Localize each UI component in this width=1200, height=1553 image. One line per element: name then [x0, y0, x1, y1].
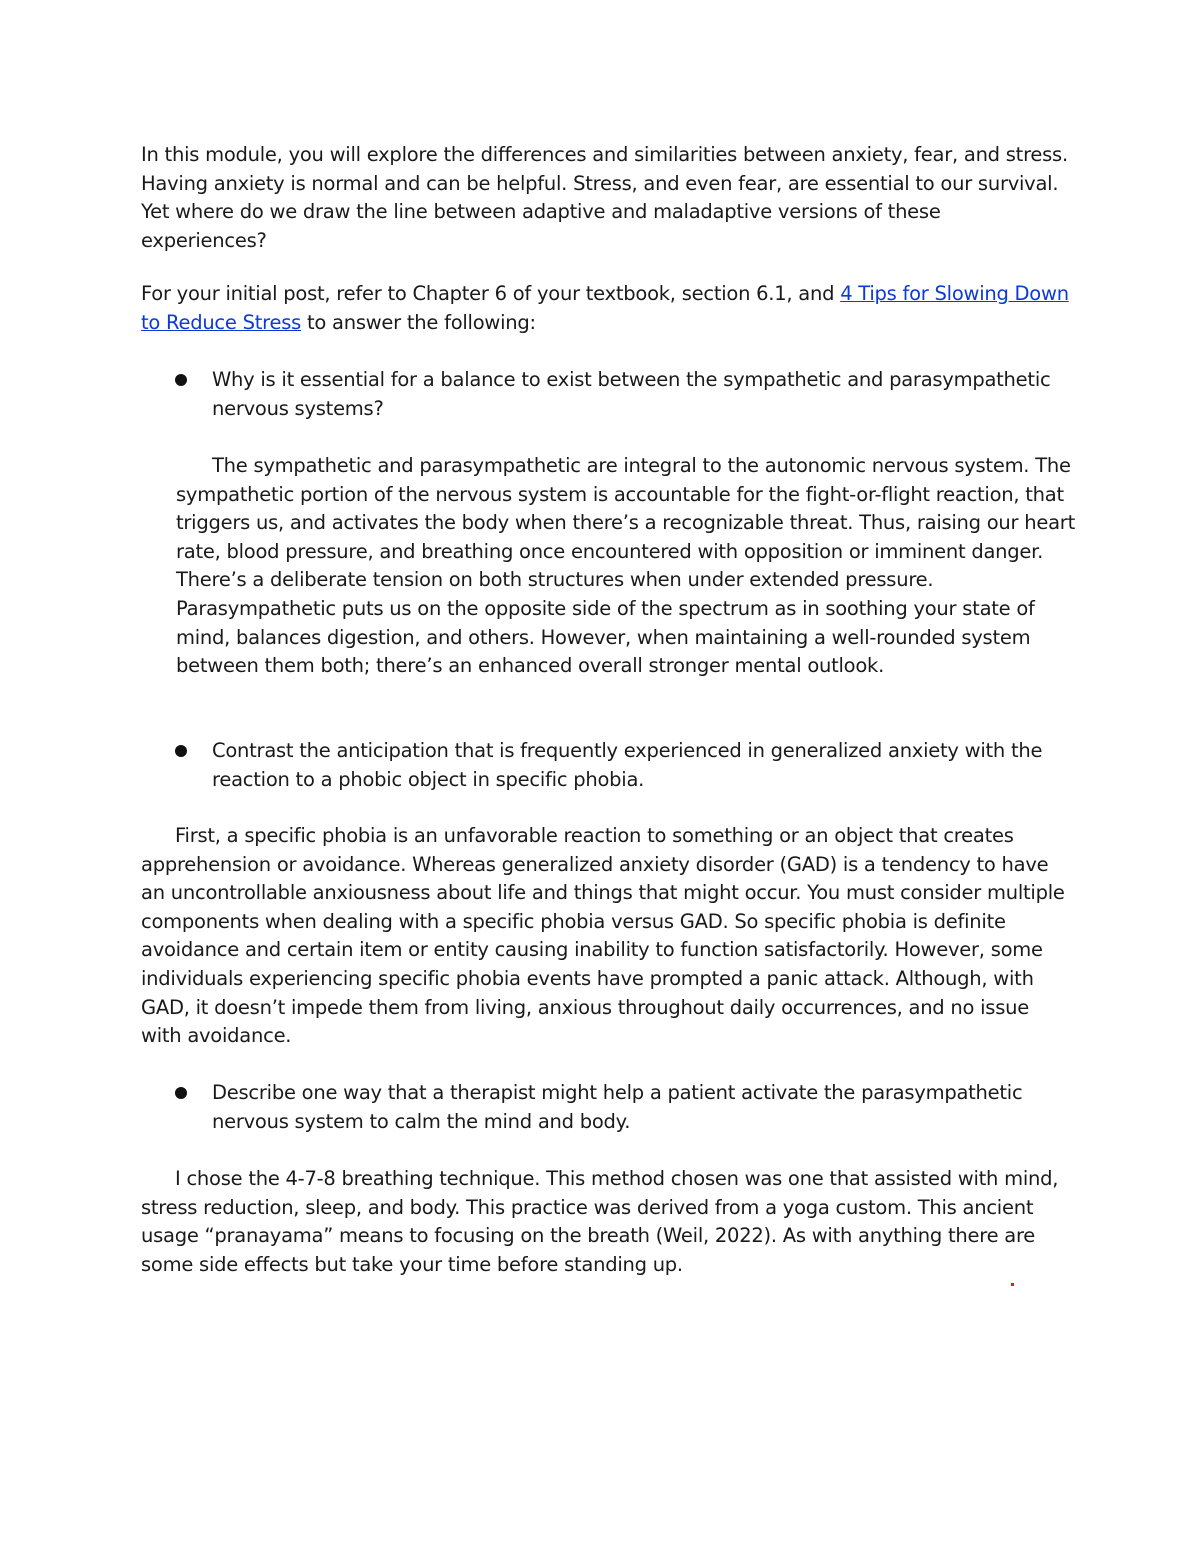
prompt-text-before: For your initial post, refer to Chapter 6 of your textbook, section 6.1, and [141, 282, 841, 305]
answer-1-text: The sympathetic and parasympathetic are integral to the autonomic nervous system. The sympathetic portion of the nervous system is accountable for the fight-or-flight reaction, that triggers us, and activates the body when there’s a recognizable threat. Thus, raising our heart rate, blood pressure, and breathing once encountered with opposition or imminent danger. There’s a deliberate tension on both structures when under extended pressure. Parasympathetic puts us on the opposite side of the spectrum as in soothing your state of mind, balances digestion, and others. However, when maintaining a well-rounded system between them both; there’s an enhanced overall stronger mental outlook. [176, 454, 1075, 678]
question-2: Contrast the anticipation that is frequently experienced in generalized anxiety with the reaction to a phobic object in specific phobia. [212, 739, 1043, 791]
prompt-paragraph [141, 280, 1071, 337]
answer-2-text: First, a specific phobia is an unfavorable reaction to something or an object that creates apprehension or avoidance. Whereas generalized anxiety disorder (GAD) is a tendency to have an uncontrollable anxiousness about life and things that might occur. You must consider multiple components when dealing with a specific phobia versus GAD. So specific phobia is definite avoidance and certain item or entity causing inability to function satisfactorily. However, some individuals experiencing specific phobia events have prompted a panic attack. Although, with GAD, it doesn’t impede them from living, anxious throughout daily occurrences, and no issue with avoidance. [141, 824, 1065, 1048]
bullet-3-icon [175, 1087, 187, 1099]
intro-paragraph: In this module, you will explore the differences and similarities between anxiety, fear, and stress. Having anxiety is normal and can be helpful. Stress, and even fear, are essential to our survival. Yet where do we draw the line between adaptive and maladaptive versions of these experiences? [141, 143, 1068, 252]
tips-article-link[interactable]: 4 Tips for Slowing Down to Reduce Stress [141, 282, 1069, 334]
question-3: Describe one way that a therapist might help a patient activate the parasympathetic nervous system to calm the mind and body. [212, 1081, 1023, 1133]
prompt-text-after: to answer the following: [301, 310, 536, 334]
answer-1 [176, 452, 1076, 681]
answer-3 [141, 1165, 1071, 1279]
question-1: Why is it essential for a balance to exist between the sympathetic and parasympathetic nervous systems? [212, 368, 1051, 420]
stray-red-mark [1011, 1283, 1014, 1286]
answer-3-text: I chose the 4-7-8 breathing technique. This method chosen was one that assisted with mind, stress reduction, sleep, and body. This practice was derived from a yoga custom. This ancient usage “pranayama” means to focusing on the breath (Weil, 2022). As with anything there are some side effects but take your time before standing up. [141, 1167, 1059, 1276]
bullet-2-icon [175, 745, 187, 757]
answer-2 [141, 822, 1071, 1051]
bullet-1-icon [175, 374, 187, 386]
